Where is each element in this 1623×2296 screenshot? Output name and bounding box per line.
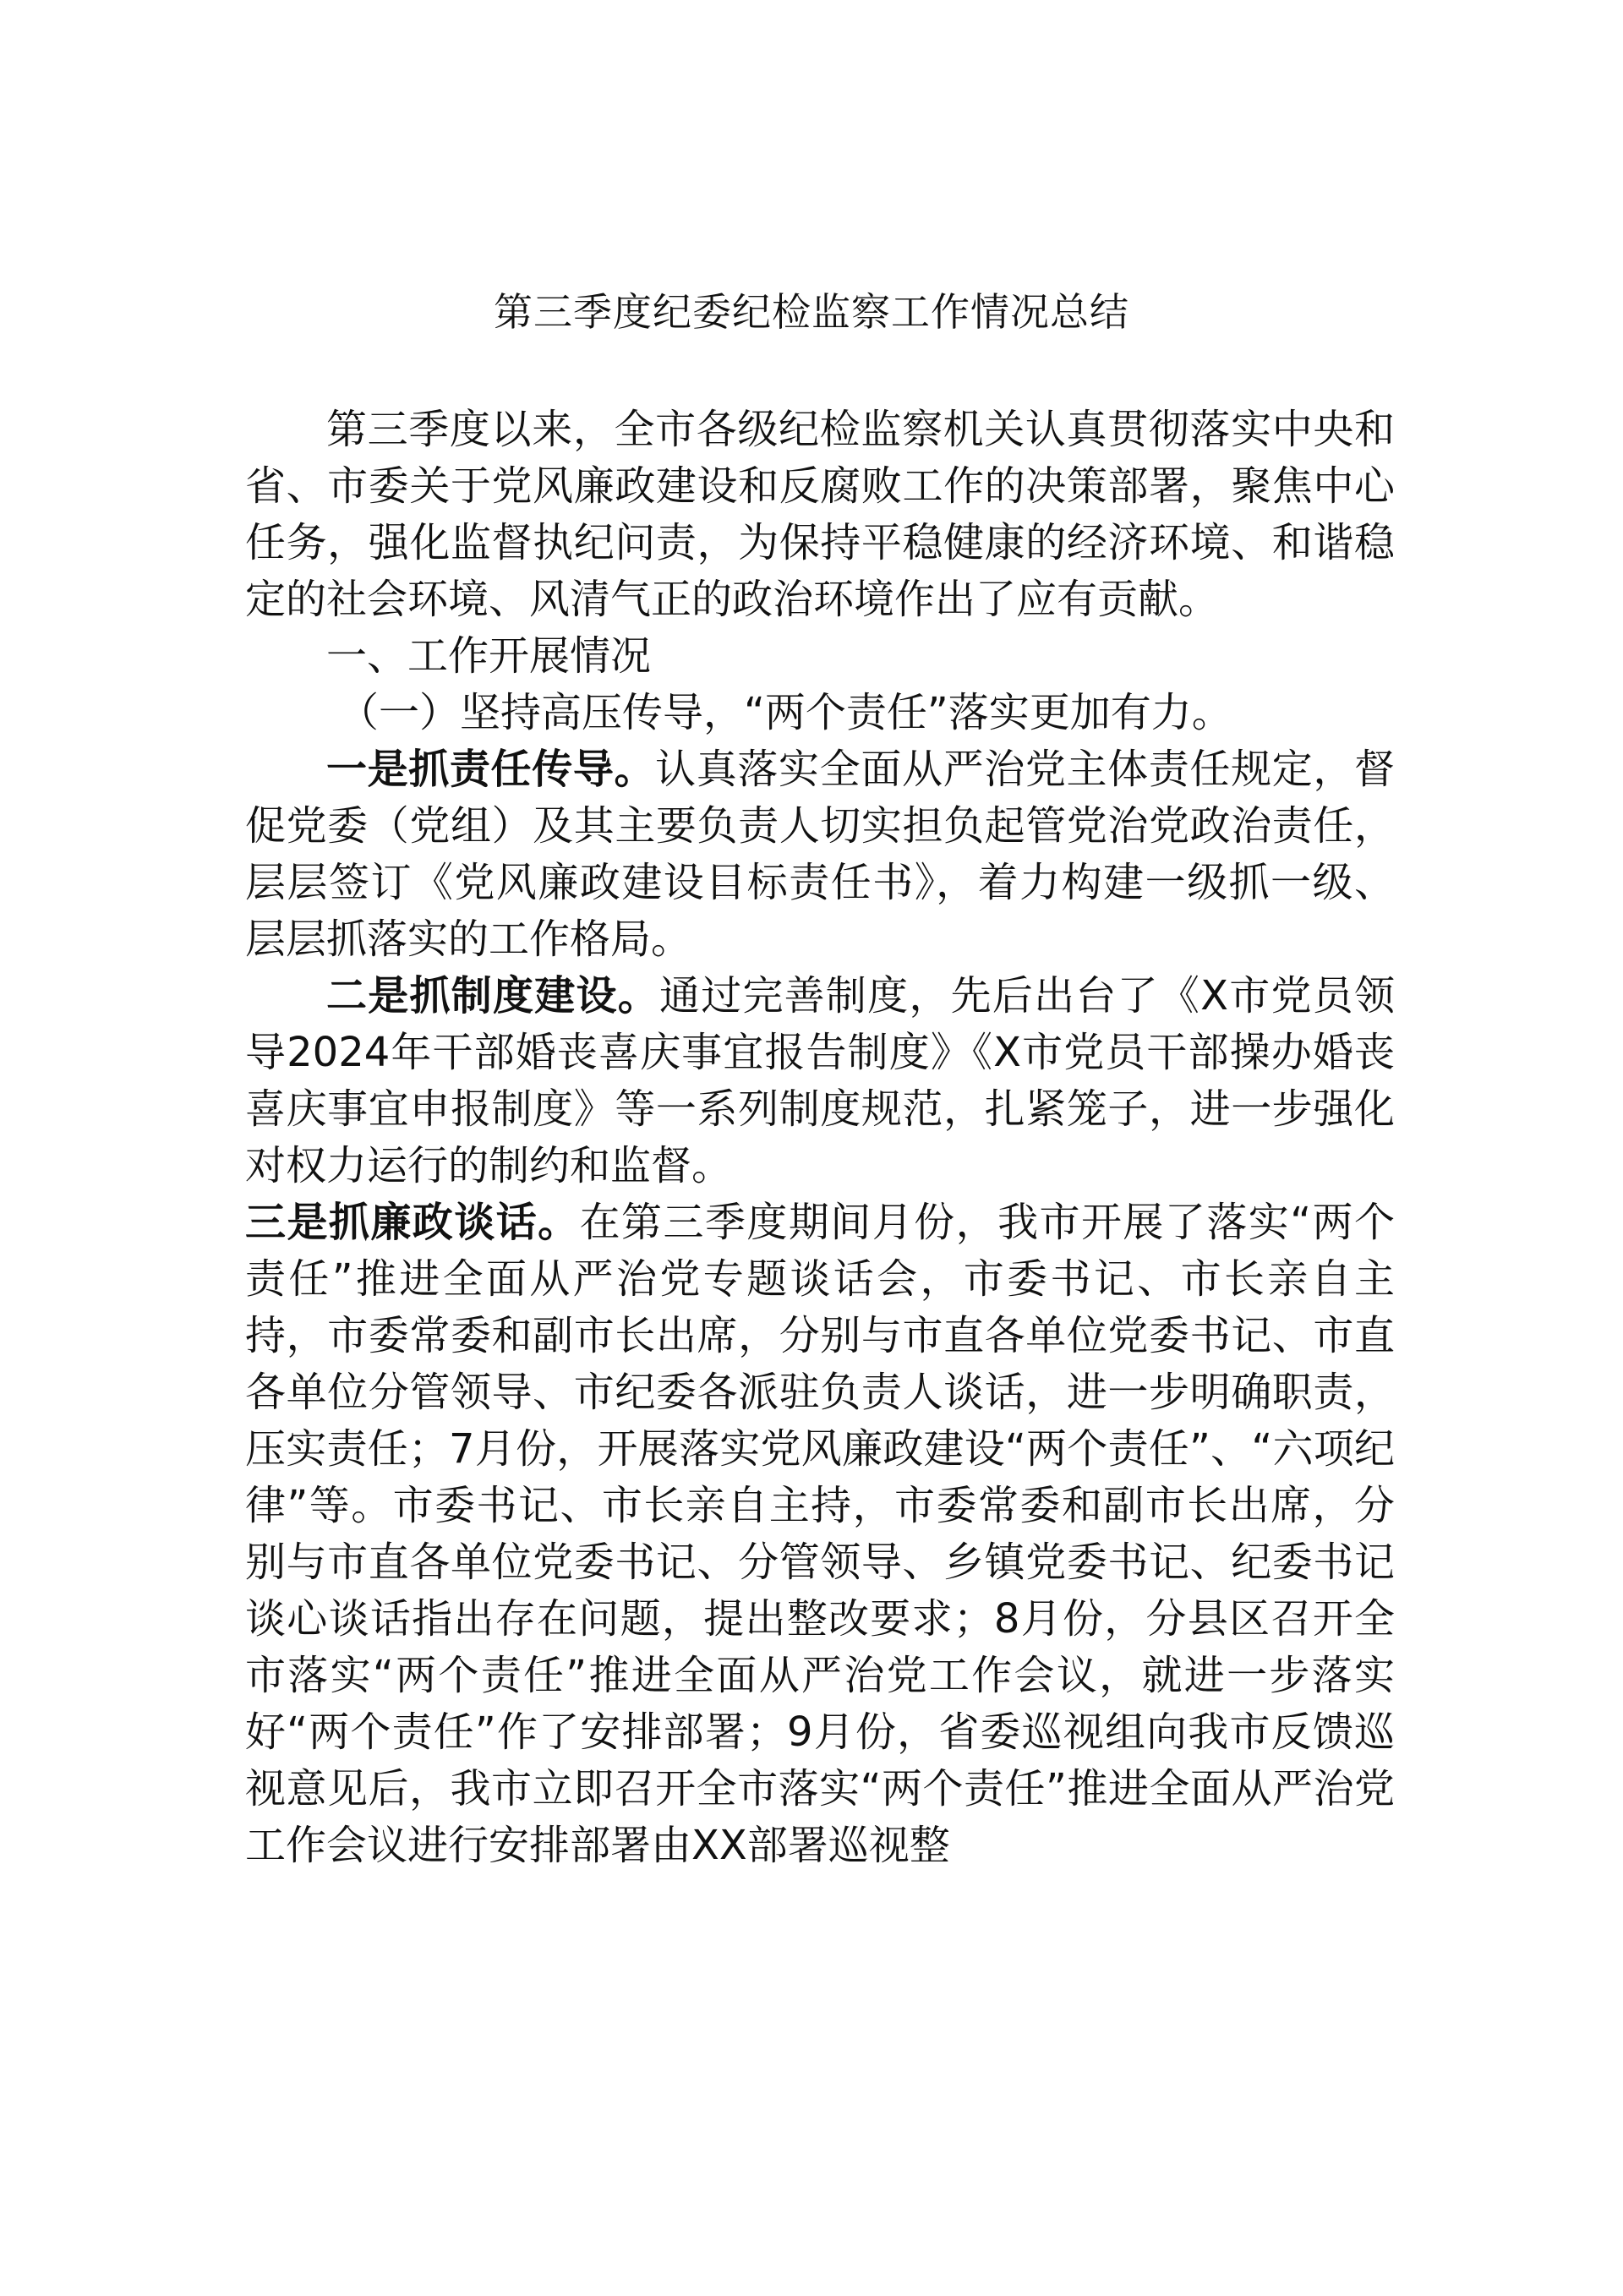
- item-lead-3: 三是抓廉政谈话。: [245, 1199, 580, 1246]
- item-text-1: 认真落实全面从严治党主体责任规定，督促党委（党组）及其主要负责人切实担负起管党治党政治责任，层层签订《党风廉政建设目标责任书》，着力构建一级抓一级、层层抓落实的工作格局。: [245, 746, 1395, 963]
- item-paragraph-1: [245, 741, 1395, 968]
- subsection-heading: （一）坚持高压传导，“两个责任”落实更加有力。: [338, 689, 1232, 736]
- item-text-2: 通过完善制度，先后出台了《X市党员领导2024年干部婚丧喜庆事宜报告制度》《X市党员干部操办婚丧喜庆事宜申报制度》等一系列制度规范，扎紧笼子，进一步强化对权力运行的制约和监督。: [245, 972, 1395, 1189]
- item-lead-1: 一是抓责任传导。: [326, 746, 656, 793]
- page-title: 第三季度纪委纪检监察工作情况总结: [494, 289, 1129, 335]
- section-heading: 一、工作开展情况: [326, 632, 652, 680]
- intro-paragraph: 第三季度以来，全市各级纪检监察机关认真贯彻落实中央和省、市委关于党风廉政建设和反腐败工作的决策部署，聚焦中心任务，强化监督执纪问责，为保持平稳健康的经济环境、和谐稳定的社会环境、风清气正的政治环境作出了应有贡献。: [245, 406, 1395, 623]
- item-paragraph-2: [245, 968, 1395, 1194]
- item-lead-2: 二是抓制度建设。: [326, 972, 659, 1020]
- item-text-3: 在第三季度期间月份，我市开展了落实“两个责任”推进全面从严治党专题谈话会，市委书记、市长亲自主持，市委常委和副市长出席，分别与市直各单位党委书记、市直各单位分管领导、市纪委各派驻负责人谈话，进一步明确职责，压实责任；7月份，开展落实党风廉政建设“两个责任”、“六项纪律”等。市委书记、市长亲自主持，市委常委和副市长出席，分别与市直各单位党委书记、分管领导、乡镇党委书记、纪委书记谈心谈话指出存在问题，提出整改要求；8月份，分县区召开全市落实“两个责任”推进全面从严治党工作会议，就进一步落实好“两个责任”作了安排部署；9月份，省委巡视组向我市反馈巡视意见后，我市立即召开全市落实“两个责任”推进全面从严治党工作会议进行安排部署由XX部署巡视整: [245, 1199, 1395, 1869]
- document-body: [245, 402, 1395, 1874]
- item-paragraph-3: [245, 1194, 1395, 1874]
